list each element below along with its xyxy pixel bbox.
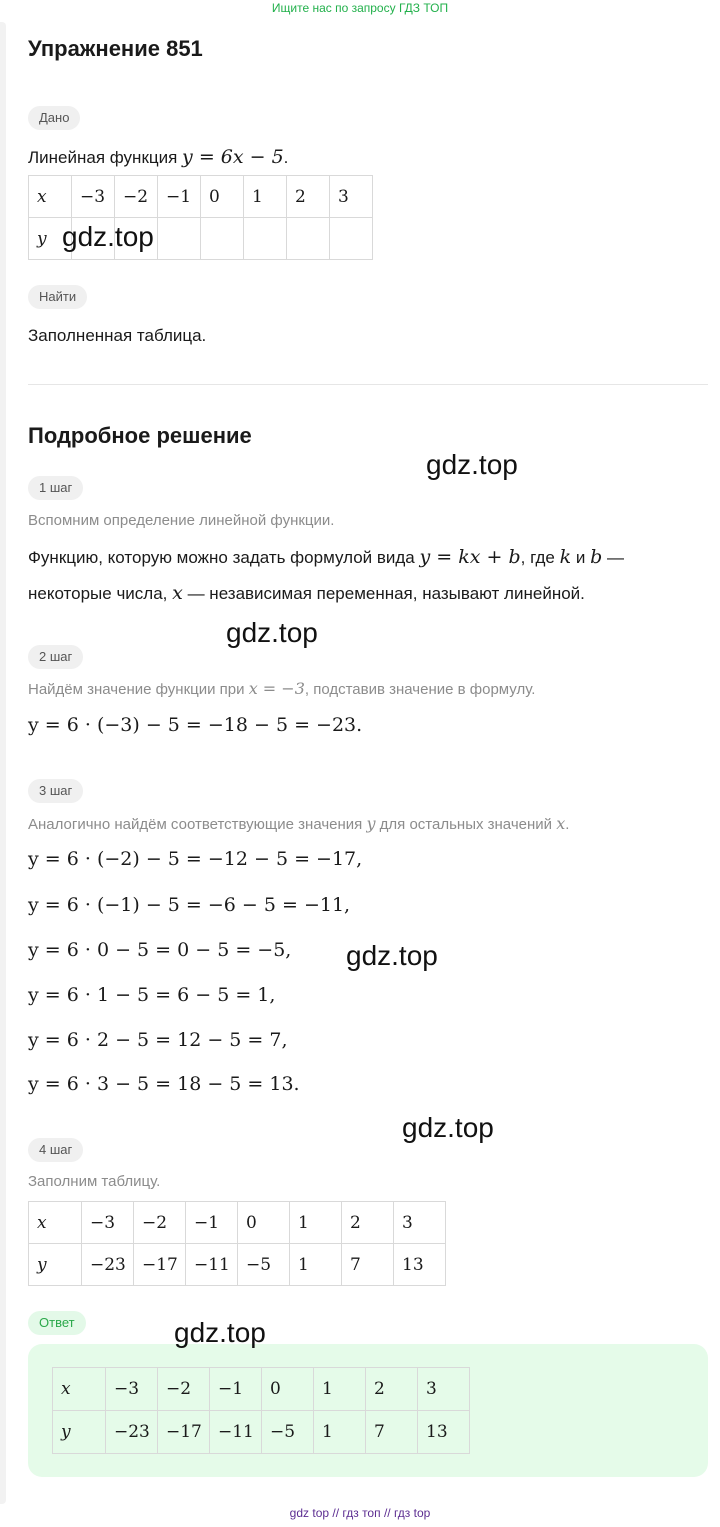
watermark: gdz.top <box>226 617 318 648</box>
step1-line1-k: k <box>559 546 572 568</box>
table-cell <box>330 218 373 260</box>
step1-line2-b: — независимая переменная, называют линейной. <box>182 584 585 603</box>
step4-pill: 4 шаг <box>28 1138 83 1162</box>
table-cell: 1 <box>290 1202 342 1244</box>
step2-pill: 2 шаг <box>28 645 83 669</box>
table-cell: 0 <box>238 1202 290 1244</box>
step1-line1-formula: y = kx + b <box>419 546 521 568</box>
table-cell: 1 <box>314 1368 366 1411</box>
footer <box>0 1506 720 1520</box>
table-cell: −2 <box>134 1202 186 1244</box>
table-header-cell: x <box>29 176 72 218</box>
table-cell <box>158 218 201 260</box>
table-header-cell: x <box>29 1202 82 1244</box>
table-cell: −1 <box>210 1368 262 1411</box>
find-pill-wrap <box>28 285 87 309</box>
table-cell: 2 <box>342 1202 394 1244</box>
footer-link[interactable]: гдз top <box>393 1506 431 1520</box>
step3-hint-x: x <box>556 814 566 833</box>
table-cell: −1 <box>158 176 201 218</box>
watermark: gdz.top <box>174 1317 266 1348</box>
table-cell: −3 <box>82 1202 134 1244</box>
table-cell: −17 <box>134 1244 186 1286</box>
top-banner[interactable]: Ищите нас по запросу ГДЗ ТОП <box>271 1 449 15</box>
table-cell <box>244 218 287 260</box>
table-row-x <box>53 1368 470 1411</box>
step3-hint <box>28 814 569 833</box>
step3-equation: y = 6 · 3 − 5 = 18 − 5 = 13. <box>28 1073 300 1095</box>
table-row-y <box>29 1244 446 1286</box>
given-pill-wrap <box>28 106 80 130</box>
step1-line2-a: некоторые числа, <box>28 584 173 603</box>
table-cell: −17 <box>158 1411 210 1454</box>
footer-separator: // <box>380 1506 394 1520</box>
table-cell: −3 <box>72 176 115 218</box>
step2-hint-a: Найдём значение функции при <box>28 681 249 698</box>
step1-pill-wrap <box>28 476 83 500</box>
step1-line1 <box>28 546 624 568</box>
footer-separator: // <box>329 1506 343 1520</box>
table-cell: −11 <box>210 1411 262 1454</box>
table-cell: 7 <box>342 1244 394 1286</box>
step3-equation: y = 6 · (−2) − 5 = −12 − 5 = −17, <box>28 848 363 870</box>
footer-link[interactable]: гдз топ <box>342 1506 381 1520</box>
answer-pill: Ответ <box>28 1311 86 1335</box>
step1-line1-a: Функцию, которую можно задать формулой вида <box>28 548 420 567</box>
table-row-x <box>29 176 373 218</box>
table-cell <box>287 218 330 260</box>
footer-link[interactable]: gdz top <box>289 1506 330 1520</box>
table-cell <box>201 218 244 260</box>
table-cell: 3 <box>418 1368 470 1411</box>
table-cell: 13 <box>418 1411 470 1454</box>
step3-equation: y = 6 · (−1) − 5 = −6 − 5 = −11, <box>28 894 351 916</box>
step1-hint: Вспомним определение линейной функции. <box>28 512 335 529</box>
step3-equation: y = 6 · 0 − 5 = 0 − 5 = −5, <box>28 939 292 961</box>
watermark: gdz.top <box>426 449 518 480</box>
step3-hint-a: Аналогично найдём соответствующие значения <box>28 816 367 833</box>
step3-hint-c: . <box>565 816 570 833</box>
step1-line1-c: и <box>571 548 591 567</box>
step4-pill-wrap <box>28 1138 83 1162</box>
table-cell: 0 <box>201 176 244 218</box>
step3-hint-b: для остальных значений <box>375 816 557 833</box>
step3-hint-y: y <box>366 814 376 833</box>
find-text: Заполненная таблица. <box>28 326 207 345</box>
table-cell: −23 <box>82 1244 134 1286</box>
table-header-cell: y <box>29 218 72 260</box>
given-formula: y = 6x − 5 <box>182 146 284 168</box>
table-cell: 1 <box>244 176 287 218</box>
table-cell: 13 <box>394 1244 446 1286</box>
table-header-cell: y <box>53 1411 106 1454</box>
table-cell: 2 <box>287 176 330 218</box>
step3-equation: y = 6 · 2 − 5 = 12 − 5 = 7, <box>28 1029 288 1051</box>
table-cell: 7 <box>366 1411 418 1454</box>
watermark: gdz.top <box>346 940 438 971</box>
step2-hint <box>28 679 535 698</box>
table-cell: 1 <box>314 1411 366 1454</box>
step3-pill: 3 шаг <box>28 779 83 803</box>
table-cell: −11 <box>186 1244 238 1286</box>
table-cell: −5 <box>238 1244 290 1286</box>
step1-line1-d: — <box>602 548 624 567</box>
step2-equation: y = 6 · (−3) − 5 = −18 − 5 = −23. <box>28 714 363 736</box>
table-cell: 2 <box>366 1368 418 1411</box>
table-cell: −3 <box>106 1368 158 1411</box>
table-cell: 3 <box>330 176 373 218</box>
step1-pill: 1 шаг <box>28 476 83 500</box>
given-text-prefix: Линейная функция <box>28 148 183 167</box>
step1-line2 <box>28 582 585 604</box>
step1-line2-x: x <box>172 582 183 604</box>
table-cell: 1 <box>290 1244 342 1286</box>
section-divider <box>28 384 708 385</box>
given-pill: Дано <box>28 106 80 130</box>
table-header-cell: y <box>29 1244 82 1286</box>
step3-pill-wrap <box>28 779 83 803</box>
table-row-x <box>29 1202 446 1244</box>
solution-title: Подробное решение <box>28 423 252 448</box>
left-rule <box>0 22 6 1504</box>
answer-pill-wrap <box>28 1311 86 1335</box>
table-cell: 0 <box>262 1368 314 1411</box>
watermark: gdz.top <box>62 221 154 252</box>
find-pill: Найти <box>28 285 87 309</box>
step4-table <box>28 1201 446 1286</box>
table-cell: −2 <box>115 176 158 218</box>
table-header-cell: x <box>53 1368 106 1411</box>
watermark: gdz.top <box>402 1112 494 1143</box>
step2-hint-b: , подставив значение в формулу. <box>304 681 536 698</box>
step1-line1-b: , где <box>520 548 560 567</box>
step3-equation: y = 6 · 1 − 5 = 6 − 5 = 1, <box>28 984 276 1006</box>
table-cell: −1 <box>186 1202 238 1244</box>
table-cell: −23 <box>106 1411 158 1454</box>
step1-line1-bb: b <box>590 546 603 568</box>
given-text-suffix: . <box>283 148 289 167</box>
step2-hint-formula: x = −3 <box>248 679 305 698</box>
table-cell: −2 <box>158 1368 210 1411</box>
table-cell: 3 <box>394 1202 446 1244</box>
given-text <box>28 146 288 168</box>
step2-pill-wrap <box>28 645 83 669</box>
table-cell: −5 <box>262 1411 314 1454</box>
exercise-title: Упражнение 851 <box>28 36 203 61</box>
answer-table <box>52 1367 470 1454</box>
step4-hint: Заполним таблицу. <box>28 1173 161 1190</box>
table-row-y <box>53 1411 470 1454</box>
